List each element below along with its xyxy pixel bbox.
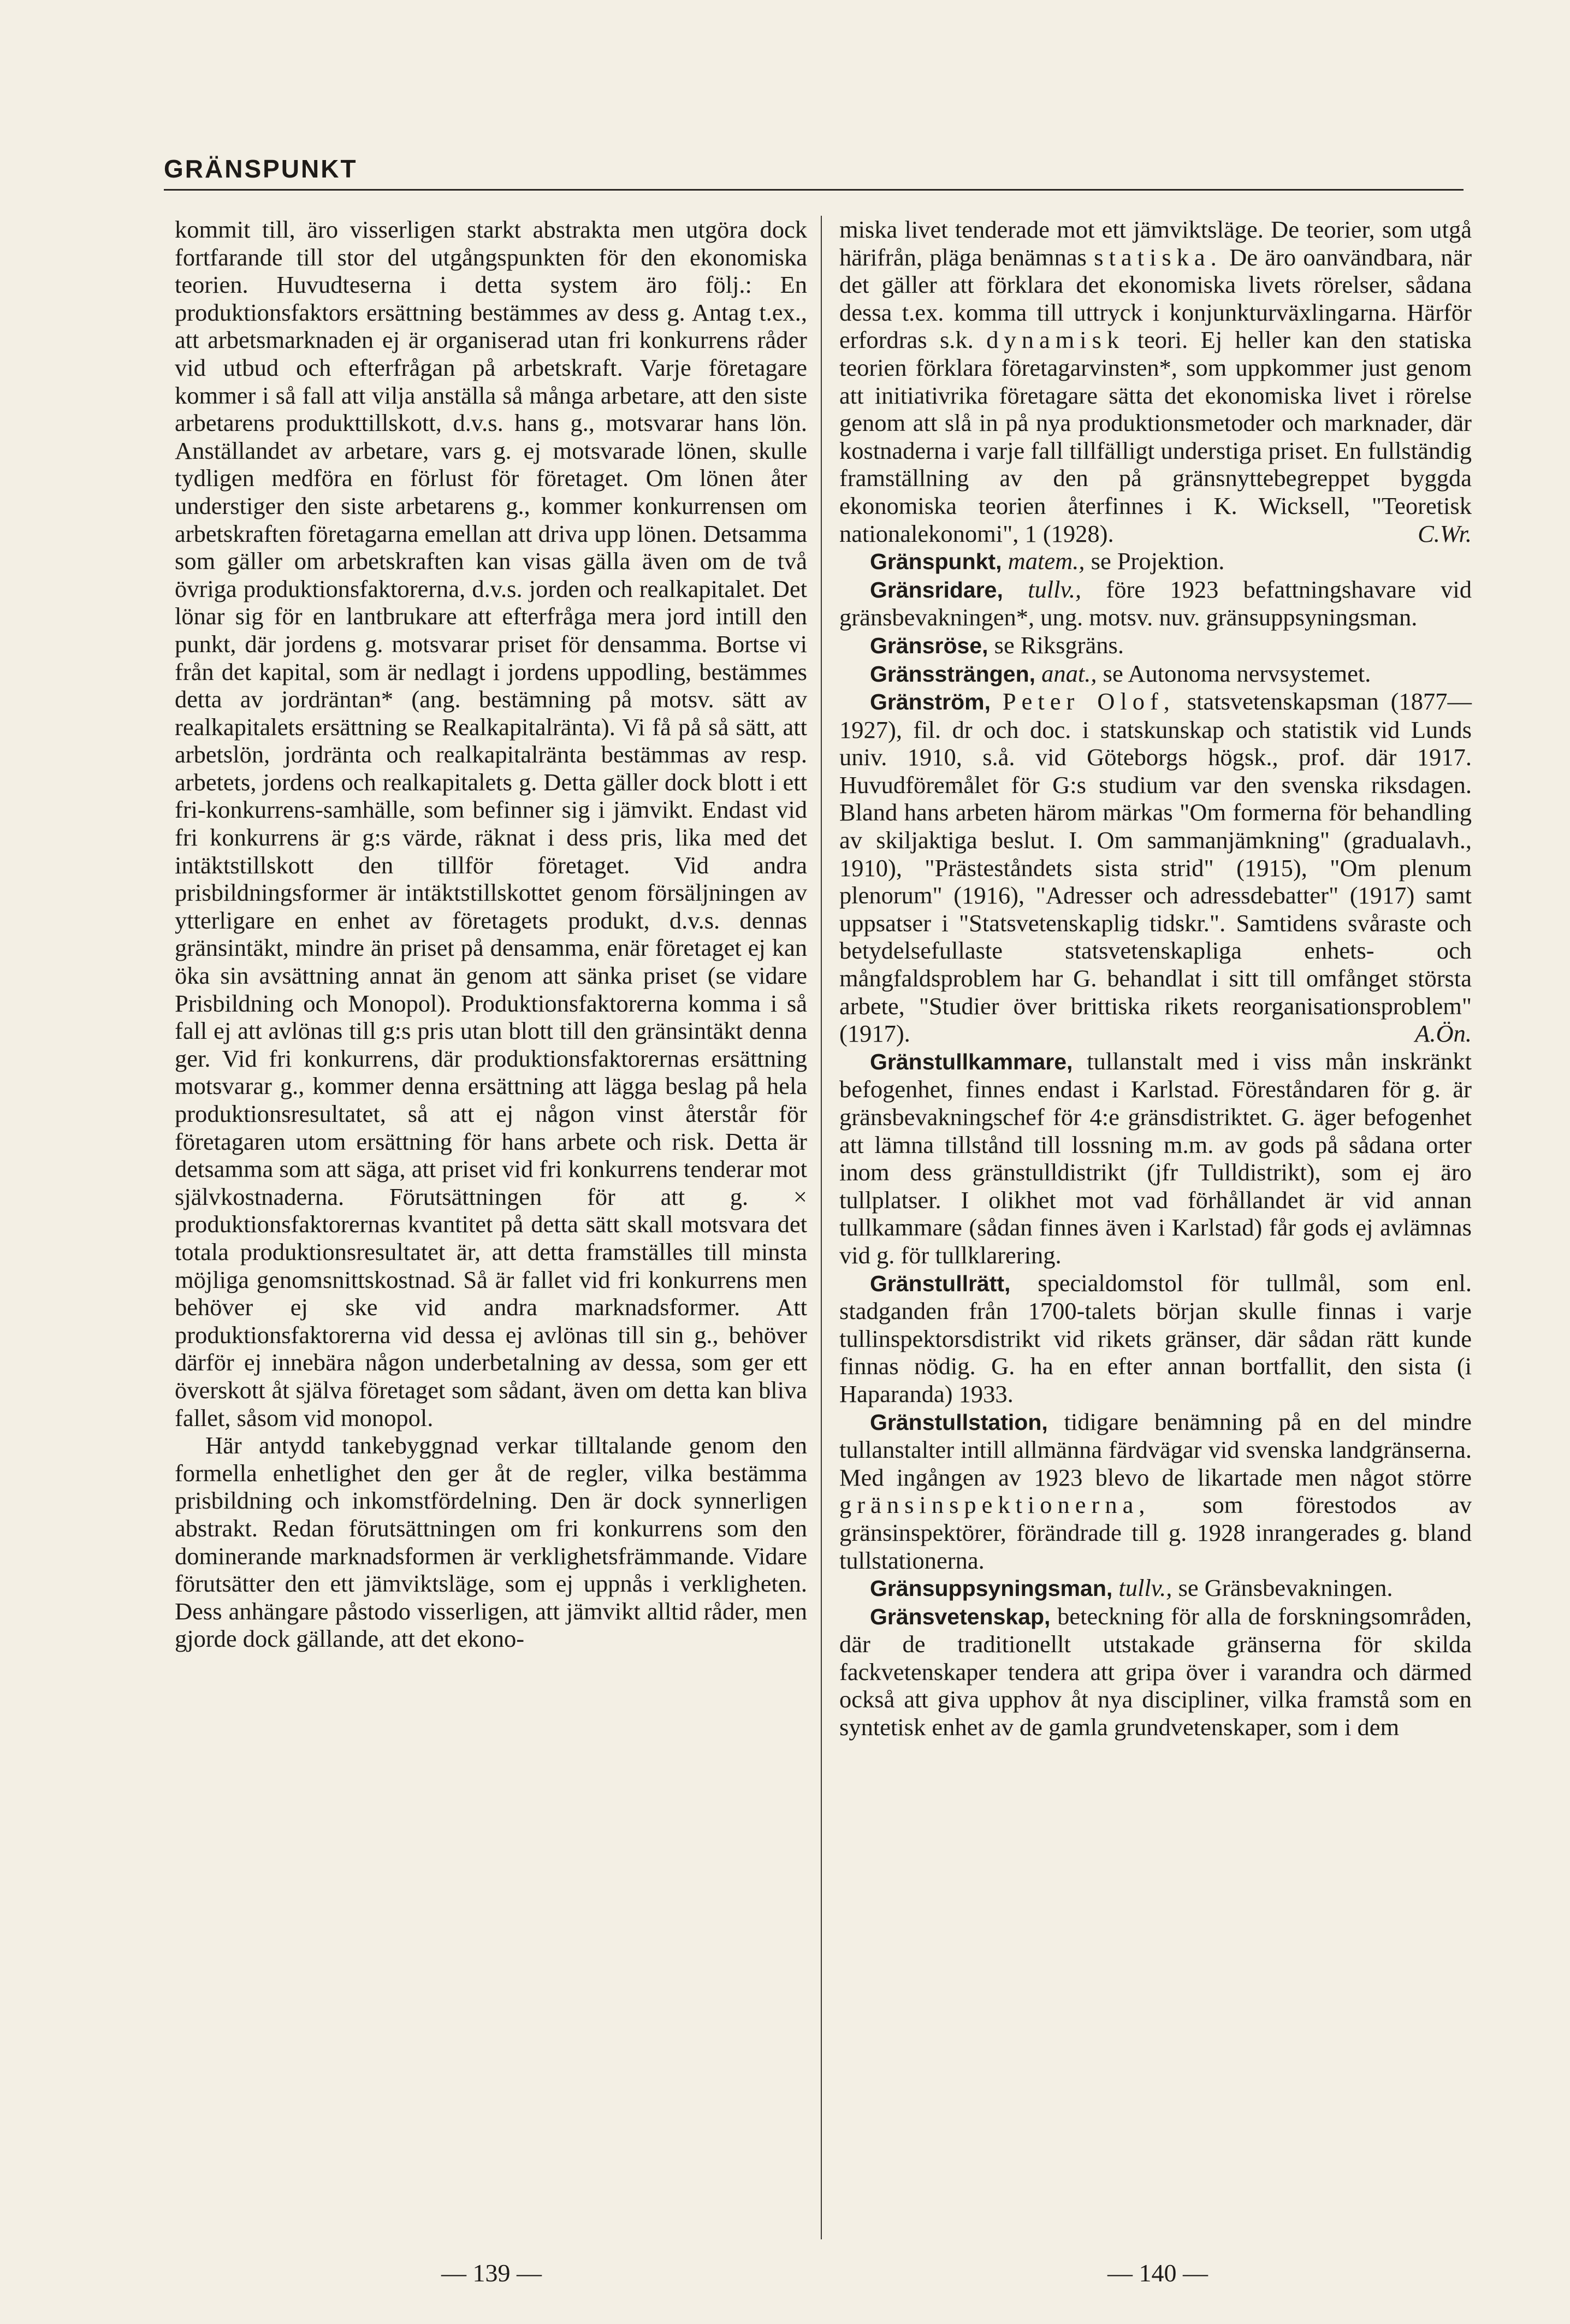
- page-number-right: — 140 —: [1107, 2259, 1208, 2287]
- spaced-term: dynamisk: [986, 326, 1125, 354]
- entry-text: som förestodos av gränsinspektörer, förändrade till g. 1928 inrangerades g. bland tullstationerna.: [839, 1491, 1472, 1574]
- text-run: teori. Ej heller kan den statiska teorien förklara företagarvinsten*, som uppkommer just genom att initiativrika företagare sätta det ekonomiska livet i rörelse genom att slå in på nya produktionsmetoder och marknader, där kostnaderna i varje fall tillfälligt understiga priset. En fullständig framställning av den på gränsnyttebegreppet byggda ekonomiska teorien återfinnes i K. Wicksell, "Teoretisk nationalekonomi", 1 (1928).: [839, 326, 1472, 547]
- entry-abbr: matem.,: [1008, 547, 1085, 575]
- header-title: GRÄNSPUNKT: [164, 155, 358, 183]
- entry-granstullkammare: [839, 1048, 1472, 1269]
- author-signature: A.Ön.: [1415, 1020, 1472, 1048]
- entry-granstullstation: [839, 1408, 1472, 1575]
- entry-term: Gränstullrätt,: [870, 1270, 1011, 1296]
- column-divider: [821, 216, 822, 2239]
- body-paragraph: Här antydd tankebyggnad verkar tilltalande genom den formella enhetlighet den ger åt de regler, vilka bestämma prisbildning och inkomstfördelning. Den är dock synnerligen abstrakt. Redan förutsättningen om fri konkurrens som den dominerande marknadsformen är verklighetsfrämmande. Vidare förutsätter den ett jämviktsläge, som ej uppnås i verkligheten. Dess anhängare påstodo visserligen, att jämvikt alltid råder, men gjorde dock gällande, att det ekono-: [175, 1432, 807, 1653]
- text-run: De äro oanvändbara, när det gäller att förklara det ekonomiska livets rörelser, sådana dessa t.ex. komma till uttryck i konjunkturväxlingarna. Härför erfordras s.k.: [839, 243, 1472, 354]
- entry-gransvetenskap: [839, 1602, 1472, 1741]
- entry-term: Gränsridare,: [870, 577, 1003, 602]
- entry-gransrose: [839, 631, 1472, 660]
- spaced-term: statiska.: [1094, 243, 1222, 271]
- entry-text: se Projektion.: [1091, 547, 1225, 575]
- entry-term: Gränsvetenskap,: [870, 1604, 1051, 1629]
- entry-abbr: anat.,: [1041, 659, 1097, 687]
- entry-term: Gränspunkt,: [870, 549, 1002, 575]
- entry-term: Gränsuppsyningsman,: [870, 1576, 1113, 1601]
- entry-granspunkt: [839, 547, 1472, 576]
- entry-text: se Autonoma nervsystemet.: [1103, 659, 1371, 687]
- entry-gransuppsyningsman: [839, 1574, 1472, 1602]
- entry-granstullratt: [839, 1269, 1472, 1408]
- entry-abbr: tullv.,: [1118, 1574, 1172, 1602]
- entry-text: före 1923 befattningshavare vid gränsbevakningen*, ung. motsv. nuv. gränsuppsyningsman.: [839, 575, 1472, 631]
- entry-text: tullanstalt med i viss mån inskränkt befogenhet, finnes endast i Karlstad. Föreståndaren för g. är gränsbevakningschef för 4:e gränsdistriktet. G. äger befogenhet att lämna tillstånd till lossning m.m. av gods på sådana orter inom dess gränstulldistrikt (jfr Tulldistrikt), som ej äro tullplatser. I olikhet mot vad förhållandet är vid annan tullkammare (sådan finnes även i Karlstad) får gods ej avlämnas vid g. för tullklarering.: [839, 1047, 1472, 1269]
- entry-text: tidigare benämning på en del mindre tullanstalter intill allmänna färdvägar vid svenska landgränserna. Med ingången av 1923 blevo de likartade men något större: [839, 1408, 1472, 1491]
- entry-term: Gränssträngen,: [870, 661, 1036, 687]
- entry-granstrom: [839, 688, 1472, 1048]
- entry-text: specialdomstol för tullmål, som enl. stadganden från 1700-talets början skulle finnas i varje tullinspektorsdistrikt vid rikets gränser, där sådan rätt kunde finnas nödig. G. ha en efter annan bortfallit, den sista (i Haparanda) 1933.: [839, 1269, 1472, 1408]
- entry-text: beteckning för alla de forskningsområden, där de traditionellt utstakade gränserna för skilda fackvetenskaper tendera att gripa över i varandra och därmed också att giva upphov åt nya discipliner, vilka framstå som en syntetisk enhet av de gamla grundvetenskaper, som i dem: [839, 1602, 1472, 1741]
- entry-term: Gränström,: [870, 689, 991, 715]
- entry-abbr: tullv.,: [1028, 575, 1082, 603]
- entry-term: Gränstullkammare,: [870, 1049, 1073, 1074]
- entry-gransridare: [839, 576, 1472, 631]
- entry-text: statsvetenskapsman (1877—1927), fil. dr och doc. i statskunskap och statistik vid Lunds univ. 1910, s.å. vid Göteborgs högsk., prof. där 1917. Huvudföremålet för G:s studium var den svenska riksdagen. Bland hans arbeten härom märkas "Om formerna för behandling av skiljaktiga beslut. I. Om sammanjämkning" (gradualavh., 1910), "Prästeståndets sista strid" (1915), "Om plenum plenorum" (1916), "Adresser och adressdebatter" (1917) samt uppsatser i "Statsvetenskaplig tidskr.". Samtidens svåraste och betydelsefullaste statsvetenskapliga enhets- och mångfaldsproblem har G. behandlat i sitt till omfånget största arbete, "Studier över brittiska rikets reorganisationsproblem" (1917).: [839, 688, 1472, 1048]
- body-paragraph: kommit till, äro visserligen starkt abstrakta men utgöra dock fortfarande till stor del utgångspunkten för den ekonomiska teorien. Huvudteserna i detta system äro följ.: En produktionsfaktors ersättning bestämmes av dess g. Antag t.ex., att arbetsmarknaden ej är organiserad utan fri konkurrens råder vid utbud och efterfrågan på arbetskraft. Varje företagare kommer i så fall att vilja anställa så många arbetare, att den siste arbetarens produkttillskott, d.v.s. hans g., motsvarar hans lön. Anställandet av arbetare, vars g. ej motsvarade lönen, skulle tydligen medföra en förlust för företaget. Om lönen åter understiger den siste arbetarens g., kommer konkurrensen om arbetskraften företagarna emellan att driva upp lönen. Detsamma som gäller om arbetskraften kan visas gälla även om de två övriga produktionsfaktorerna, d.v.s. jorden och realkapitalet. Det lönar sig för en lantbrukare att efterfråga mera jord intill den punkt, där jordens g. motsvarar priset för densamma. Bortse vi från det kapital, som är nedlagt i jordens uppodling, bestämmes detta av jordräntan* (ang. bestämning på motsv. sätt av realkapitalets ersättning se Realkapitalränta). Vi få på så sätt, att arbetslön, jordränta och realkapitalränta bestämmas av resp. arbetets, jordens och realkapitalets g. Detta gäller dock blott i ett fri-konkurrens-samhälle, som befinner sig i jämvikt. Endast vid fri konkurrens är g:s värde, räknat i dess pris, lika med det intäktstillskott den tillför företaget. Vid andra prisbildningsformer är intäktstillskottet genom försäljningen av ytterligare en enhet av företagets produkt, d.v.s. dennas gränsintäkt, mindre än priset på densamma, enär företaget ej kan öka sin avsättning annat än genom att sänka priset (se vidare Prisbildning och Monopol). Produktionsfaktorerna komma i så fall ej att avlönas till g:s pris utan blott till den gränsintäkt denna ger. Vid fri konkurrens, där produktionsfaktorernas ersättning motsvarar g., kommer denna ersättning att lägga beslag på hela produktionsresultatet, så att ej någon vinst återstår för företagaren utom ersättning för hans arbete och risk. Detta är detsamma som att säga, att priset vid fri konkurrens tenderar mot självkostnaderna. Förutsättningen för att g. × produktionsfaktorernas kvantitet på detta sätt skall motsvara det totala produktionsresultatet är, att detta framställes till minsta möjliga genomsnittskostnad. Så är fallet vid fri konkurrens men behöver ej ske vid andra marknadsformer. Att produktionsfaktorerna vid dessa ej avlönas till sin g., behöver därför ej innebära någon underbetalning av dessa, som ger ett överskott åt själva företaget som sådant, även om detta kan bliva fallet, såsom vid monopol.: [175, 216, 807, 1432]
- text-run: miska livet tenderade mot ett jämviktsläge. De teorier, som utgå härifrån, pläga benämnas: [839, 216, 1472, 271]
- entry-term: Gränsröse,: [870, 632, 988, 658]
- entry-granssträngen: [839, 660, 1472, 688]
- running-header: [164, 154, 1464, 191]
- page-number-left: — 139 —: [441, 2259, 542, 2287]
- entry-term: Gränstullstation,: [870, 1409, 1048, 1435]
- right-column: [839, 216, 1472, 2239]
- continuation-paragraph: [839, 216, 1472, 547]
- entry-text: se Riksgräns.: [994, 631, 1124, 659]
- entry-text: se Gränsbevakningen.: [1178, 1574, 1393, 1602]
- spaced-name: Peter Olof,: [1002, 688, 1175, 715]
- author-signature: C.Wr.: [1418, 519, 1472, 547]
- spaced-term: gränsinspektionerna,: [839, 1491, 1151, 1519]
- left-column: [175, 216, 807, 2239]
